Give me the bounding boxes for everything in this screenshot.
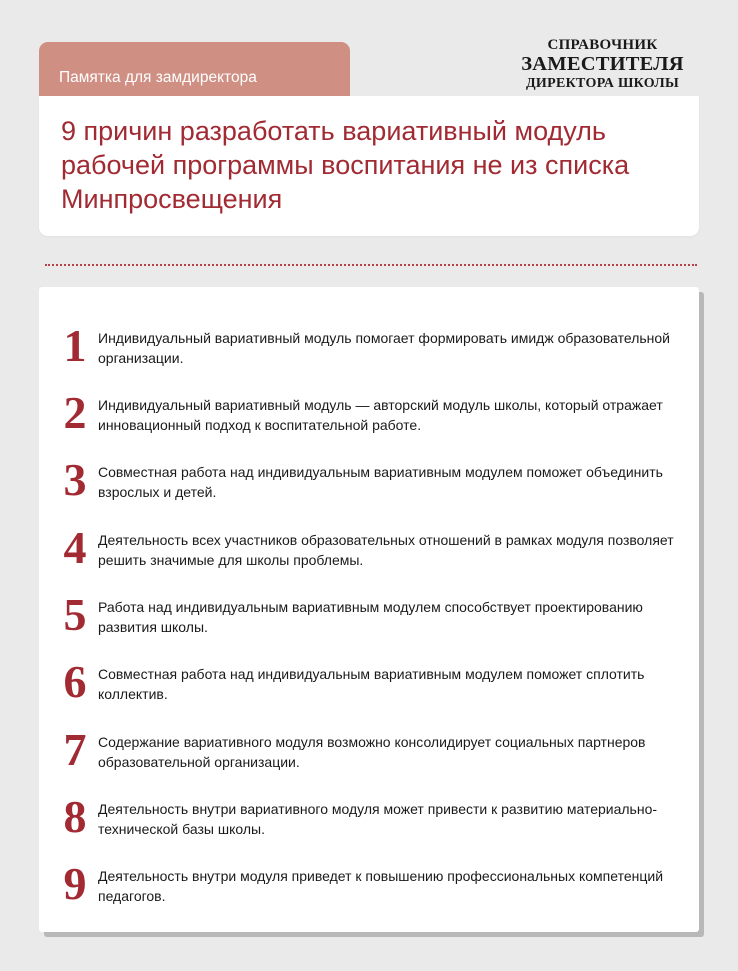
list-item [39,589,699,652]
list-item [39,858,699,921]
publication-logo [505,38,700,91]
item-text: Деятельность внутри модуля приведет к повышению профессиональных компетенций педагогов. [98,868,664,904]
item-text: Деятельность внутри вариативного модуля может привести к развитию материально-технической базы школы. [98,801,658,837]
list-item [39,791,699,854]
item-number: 1 [63,320,87,371]
list-item [39,724,699,787]
item-number: 2 [63,387,87,438]
dotted-divider [45,264,697,266]
list-item [39,656,699,719]
item-text: Индивидуальный вариативный модуль — авторский модуль школы, который отражает инновационный подход к воспитательной работе. [98,397,663,433]
logo-line-3: ДИРЕКТОРА ШКОЛЫ [525,75,680,91]
item-text: Индивидуальный вариативный модуль помогает формировать имидж образовательной организации. [98,330,670,366]
logo-line-2: ЗАМЕСТИТЕЛЯ [521,53,684,75]
item-number: 5 [63,589,87,640]
list-item [39,320,699,383]
logo-line-1: СПРАВОЧНИК [547,37,658,53]
item-text: Совместная работа над индивидуальным вариативным модулем поможет объединить взрослых и детей. [98,464,663,500]
page-title: 9 причин разработать вариативный модуль рабочей программы воспитания не из списка Минпросвещения [61,116,630,214]
item-number: 3 [63,454,87,505]
item-number: 4 [63,522,87,573]
item-number: 6 [63,656,87,707]
memo-tag-label: Памятка для замдиректора [59,69,257,86]
item-text: Содержание вариативного модуля возможно консолидирует социальных партнеров образовательной организации. [98,734,646,770]
list-item [39,522,699,585]
reasons-list [39,287,699,932]
list-item [39,454,699,517]
item-text: Работа над индивидуальным вариативным модулем способствует проектированию развития школы. [98,599,643,635]
title-card [39,96,699,236]
item-number: 7 [63,724,87,775]
list-item [39,387,699,450]
item-number: 9 [63,858,87,909]
item-number: 8 [63,791,87,842]
item-text: Совместная работа над индивидуальным вариативным модулем поможет сплотить коллектив. [98,666,645,702]
memo-tag [39,42,350,96]
item-text: Деятельность всех участников образовательных отношений в рамках модуля позволяет решить значимые для школы проблемы. [98,532,674,568]
